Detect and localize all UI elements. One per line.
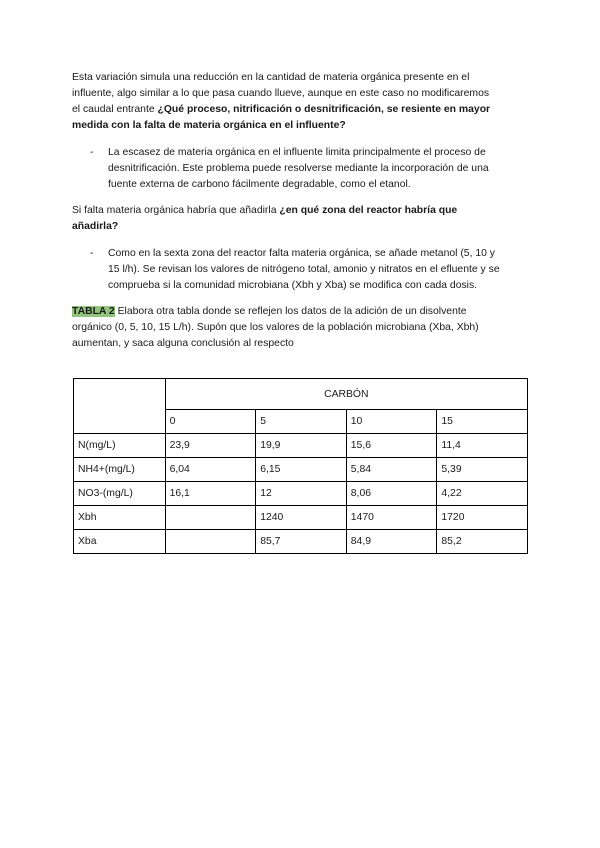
carbon-dose-table [73,378,528,554]
table-cell: 5,84 [346,458,437,482]
dose-cell: 0 [165,410,256,434]
paragraph-intro: Esta variación simula una reducción en la cantidad de materia orgánica presente en el influente, algo similar a lo que pasa cuando llueve, aunque en este caso no modificaremos el caudal entrante ¿Qué proceso, nitrificación o desnitrificación, se resiente en mayor medida con la falta de materia orgánica en el influente? [72,72,491,131]
table-cell: 15,6 [346,434,437,458]
table-cell: 11,4 [437,434,528,458]
table-2-highlight: TABLA 2 [72,306,115,317]
table-cell [165,530,256,554]
table-cell: 85,2 [437,530,528,554]
bullet-dash: - [90,248,94,259]
table-row [74,506,528,530]
table-cell: 16,1 [165,482,256,506]
table-cell: 19,9 [256,434,347,458]
table-row [74,482,528,506]
table-cell: 23,9 [165,434,256,458]
table-cell: 84,9 [346,530,437,554]
row-label: Xba [74,530,166,554]
table-cell: 4,22 [437,482,528,506]
table-cell: 1470 [346,506,437,530]
dose-cell: 5 [256,410,347,434]
table-cell: 5,39 [437,458,528,482]
table-cell: 6,04 [165,458,256,482]
dose-cell: 15 [437,410,528,434]
document-page: Esta variación simula una reducción en la cantidad de materia orgánica presente en el influente, algo similar a lo que pasa cuando llueve, aunque en este caso no modificaremos el caudal entrante ¿Qué proceso, nitrificación o desnitrificación, se resiente en mayor medida con la falta de materia orgánica en el influente? - La escasez de materia orgánica en el influente limita principalmente el proceso de desnitrificación. Este problema puede resolverse mediante la incorporación de una fuente externa de carbono fácilmente degradable, como el etanol. Si falta materia orgánica habría que añadirla ¿en qué zona del reactor habría que añadirla? - Como en la sexta zona del reactor falta materia orgánica, se añade metanol (5, 10 y 15 l/h). Se revisan los valores de nitrógeno total, amonio y nitratos en el efluente y se comprueba si la comunidad microbiana (Xbh y Xba) se modifica con cada dosis. TABLA 2 Elabora otra tabla donde se reflejen los datos de la adición de un disolvente orgánico (0, 5, 10, 15 L/h). Supón que los valores de la población microbiana (Xba, Xbh) aumentan, y saca alguna conclusión al respecto CARBÓN 0 5 10 15 N(mg/L) 23,9 19,9 15,6 11,4 NH4+(mg/L) 6,04 6,15 5,84 5,39 NO3-(mg/L) 16,1 12 8,06 4,22 Xbh 1240 1470 1720 Xba 85,7 84,9 85,2 [0,0,600,848]
row-label: Xbh [74,506,166,530]
table-cell [165,506,256,530]
table-cell: 8,06 [346,482,437,506]
table-cell: 6,15 [256,458,347,482]
table-row [74,530,528,554]
paragraph-table-instruction: TABLA 2 Elabora otra tabla donde se reflejen los datos de la adición de un disolvente orgánico (0, 5, 10, 15 L/h). Supón que los valores de la población microbiana (Xba, Xbh) aumentan, y saca alguna conclusión al respecto [72,306,479,349]
paragraph-question-2: Si falta materia orgánica habría que añadirla ¿en qué zona del reactor habría que añadirla? [72,205,458,232]
dose-cell: 10 [346,410,437,434]
table-row [74,458,528,482]
table-row [74,434,528,458]
row-label: NH4+(mg/L) [74,458,166,482]
bullet-dash: - [90,147,94,158]
table-header-carbon: CARBÓN [165,379,527,410]
table-cell: 12 [256,482,347,506]
table-cell: 85,7 [256,530,347,554]
table-corner-cell [74,379,166,434]
row-label: NO3-(mg/L) [74,482,166,506]
row-label: N(mg/L) [74,434,166,458]
table-cell: 1720 [437,506,528,530]
table-header-row [74,379,528,410]
table-cell: 1240 [256,506,347,530]
